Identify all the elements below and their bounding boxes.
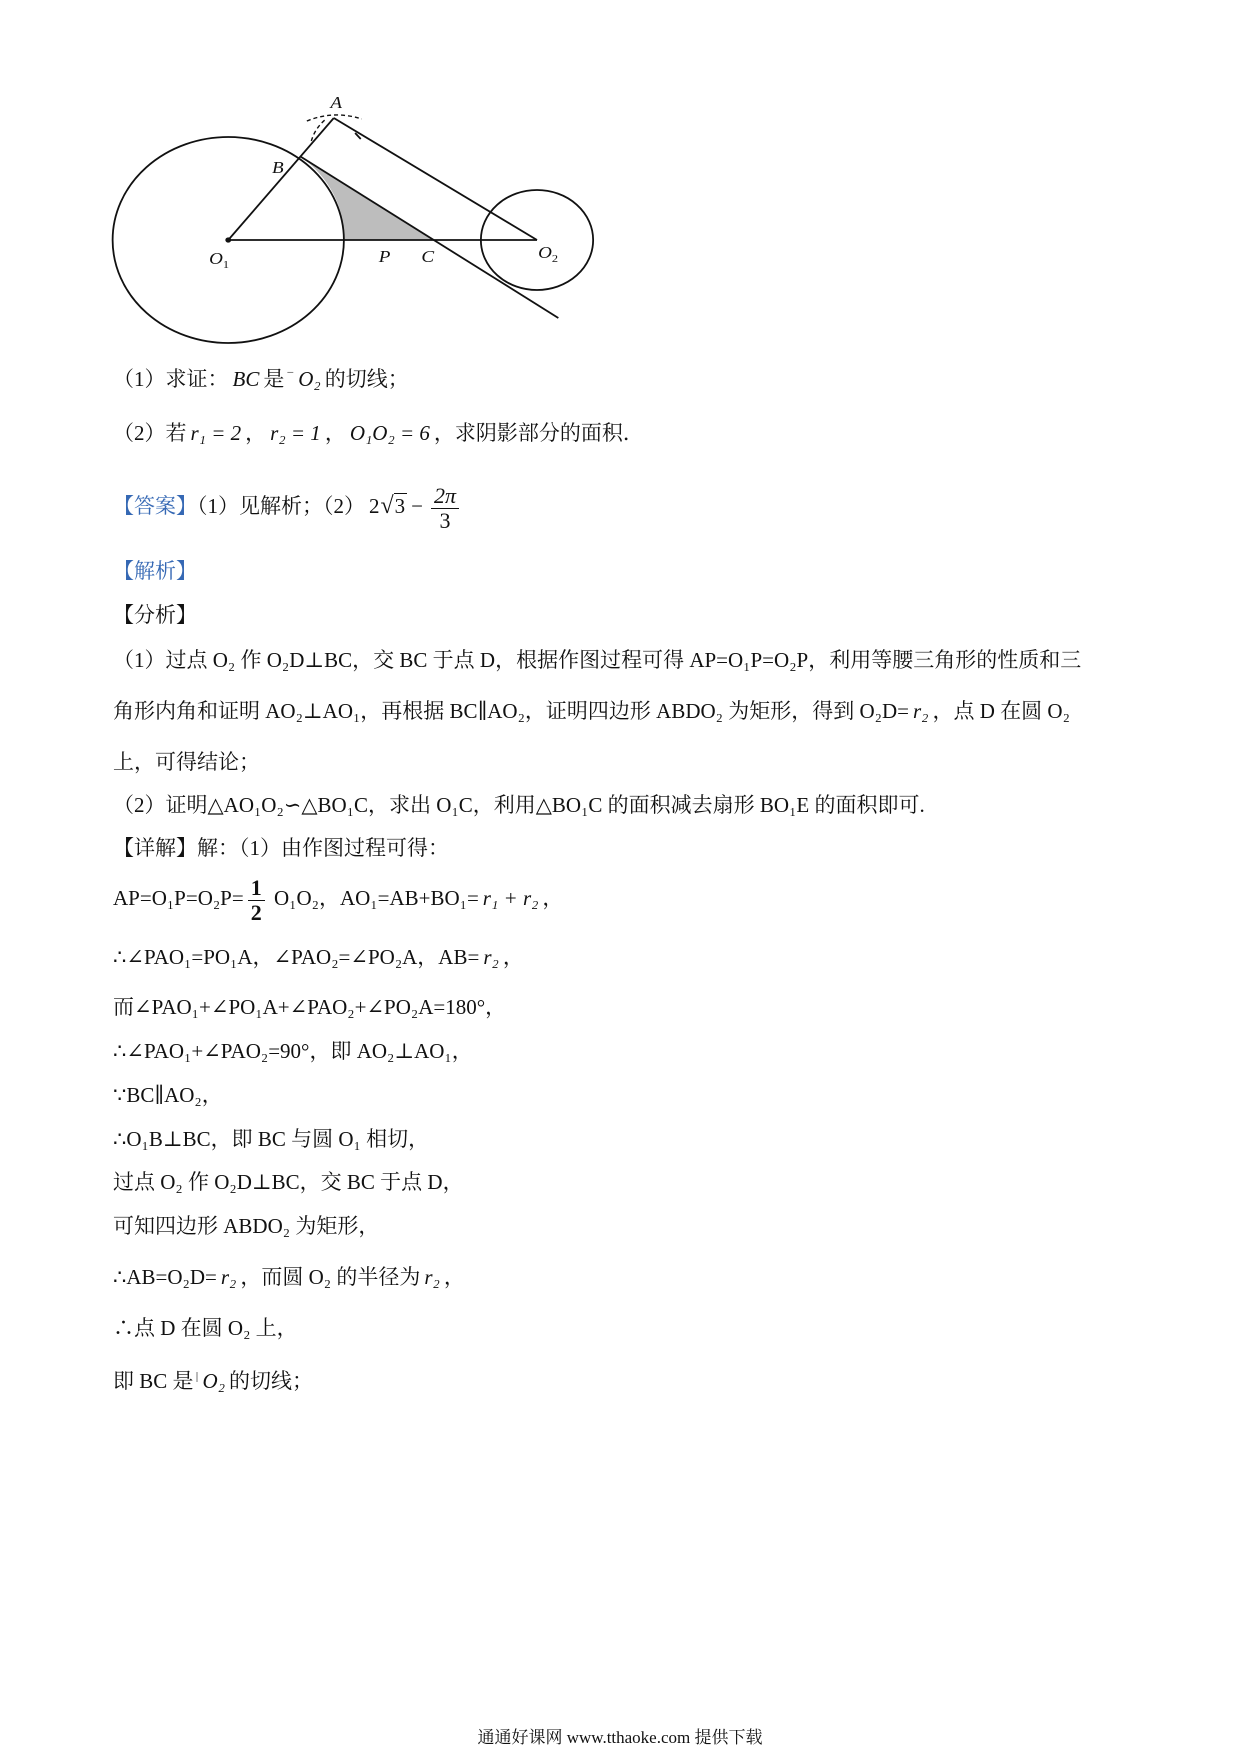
detail-step-2-math: r₂ — [483, 945, 499, 969]
detail-step-9-mid: ，而圆 O₂ 的半径为 — [240, 1265, 421, 1289]
answer-tag: 【答案】 — [113, 494, 197, 518]
detail-step-5 — [113, 1079, 223, 1111]
detail-step-1-math: r₁ + r₂ — [482, 886, 539, 910]
answer-coefficient: 2 — [369, 494, 380, 518]
analysis-line-2-r2: r₂ — [913, 699, 929, 723]
analysis-line-1-text: （1）过点 O₂ 作 O₂D⊥BC，交 BC 于点 D，根据作图过程可得 AP=O₁P=O₂P，利用等腰三角形的性质和三 — [113, 648, 1082, 672]
question-part2 — [113, 417, 644, 449]
sqrt-symbol: √ — [380, 493, 394, 519]
detail-step-7 — [113, 1166, 464, 1198]
question-part1-o2: O₂ — [298, 367, 321, 391]
detail-step-3 — [113, 991, 506, 1023]
detail-step-9-math-1: r₂ — [220, 1265, 237, 1289]
detail-step-11-math: O₂ — [202, 1369, 225, 1393]
segment-o1-a — [228, 118, 334, 240]
point-o1 — [225, 237, 231, 242]
detail-step-10-text: ∴点 D 在圆 O₂ 上， — [113, 1316, 298, 1340]
detail-step-7-text: 过点 O₂ 作 O₂D⊥BC，交 BC 于点 D， — [113, 1170, 464, 1194]
circle-symbol: ⁻ — [286, 368, 295, 384]
geometry-figure — [107, 90, 601, 350]
page-footer — [0, 1724, 1240, 1752]
label-b: B — [272, 157, 284, 177]
label-o1 — [209, 249, 229, 271]
analysis-line-1 — [113, 644, 1081, 676]
detail-step-1-fraction-denominator: 2 — [250, 899, 262, 925]
analysis-line-2 — [113, 695, 1070, 727]
detail-step-9-end: ， — [443, 1265, 465, 1289]
question-part2-r1: r₁ = 2 — [190, 421, 242, 445]
detail-step-1-fraction — [248, 876, 265, 925]
detail-step-1-start: AP=O₁P=O₂P= — [113, 886, 244, 910]
analysis-line-4-text: （2）证明△AO₁O₂∽△BO₁C，求出 O₁C，利用△BO₁C 的面积减去扇形 BO₁E 的面积即可. — [113, 793, 925, 817]
detail-step-2 — [113, 941, 524, 973]
answer-text: （1）见解析；（2） — [197, 494, 365, 518]
detail-heading — [113, 832, 449, 864]
detail-step-1 — [113, 872, 563, 924]
analysis-line-2-end: ，点 D 在圆 O₂ — [932, 699, 1070, 723]
detail-step-1-mid: O₁O₂，AO₁=AB+BO₁= — [268, 886, 479, 910]
question-part1-suffix: 的切线； — [324, 367, 409, 391]
detail-step-1-fraction-numerator: 1 — [248, 876, 265, 901]
detail-step-9-start: ∴AB=O₂D= — [113, 1265, 217, 1289]
question-part2-sep1: ， — [245, 421, 267, 445]
label-a: A — [330, 92, 343, 112]
circle-symbol: ǀ — [195, 1370, 199, 1386]
label-o2-letter: O — [538, 242, 552, 262]
question-part2-prefix: （2）若 — [113, 421, 187, 445]
footer-text: 通通好课网 www.tthaoke.com 提供下载 — [477, 1728, 763, 1747]
detail-tag: 【详解】 — [113, 836, 197, 860]
question-part2-o1o2: O₁O₂ = 6 — [349, 421, 430, 445]
answer-minus: − — [411, 494, 424, 518]
detail-step-8 — [113, 1210, 379, 1242]
analysis-heading — [113, 599, 197, 631]
question-part2-sep2: ， — [324, 421, 346, 445]
detail-step-11-end: 的切线； — [229, 1369, 313, 1393]
solution-heading — [113, 555, 197, 587]
line-bc — [301, 157, 558, 318]
detail-step-8-text: 可知四边形 ABDO₂ 为矩形， — [113, 1214, 380, 1238]
detail-step-1-end: ， — [542, 886, 564, 910]
detail-step-2-end: ， — [502, 945, 524, 969]
analysis-line-3 — [113, 746, 260, 778]
detail-step-10 — [113, 1312, 298, 1344]
detail-step-5-text: ∵BC∥AO₂， — [113, 1083, 223, 1107]
label-o1-sub: 1 — [222, 258, 230, 271]
solution-tag: 【解析】 — [113, 559, 197, 583]
detail-intro: 解：（1）由作图过程可得： — [197, 836, 449, 860]
answer-line — [113, 480, 463, 532]
detail-step-3-text: 而∠PAO₁+∠PO₁A+∠PAO₂+∠PO₂A=180°， — [113, 995, 507, 1019]
analysis-line-4 — [113, 789, 925, 821]
answer-fraction-numerator: 2π — [431, 484, 459, 509]
detail-step-4 — [113, 1035, 473, 1067]
detail-step-2-start: ∴∠PAO₁=PO₁A，∠PAO₂=∠PO₂A，AB= — [113, 945, 480, 969]
detail-step-9 — [113, 1261, 465, 1293]
answer-fraction — [431, 484, 459, 533]
detail-step-9-math-2: r₂ — [424, 1265, 440, 1289]
question-part1-prefix: （1）求证： — [113, 367, 229, 391]
label-o2 — [538, 243, 558, 265]
question-part1-is: 是 — [263, 367, 285, 391]
detail-step-11 — [113, 1362, 313, 1394]
detail-step-6-text: ∴O₁B⊥BC，即 BC 与圆 O₁ 相切， — [113, 1127, 430, 1151]
detail-step-6 — [113, 1123, 429, 1155]
question-part2-suffix: ，求阴影部分的面积． — [433, 421, 644, 445]
question-part1 — [113, 360, 409, 392]
question-part2-r2: r₂ = 1 — [270, 421, 321, 445]
analysis-line-2-start: 角形内角和证明 AO₂⊥AO₁，再根据 BC∥AO₂，证明四边形 ABDO₂ 为矩形，得到 O₂D= — [113, 699, 909, 723]
label-c: C — [421, 246, 435, 266]
label-o1-letter: O — [209, 248, 223, 268]
answer-fraction-denominator: 3 — [439, 507, 451, 533]
detail-step-11-start: 即 BC 是 — [113, 1369, 194, 1393]
label-o2-sub: 2 — [551, 252, 559, 265]
answer-radicand: 3 — [394, 494, 406, 518]
label-p: P — [378, 246, 391, 266]
analysis-tag: 【分析】 — [113, 603, 197, 627]
analysis-line-3-text: 上，可得结论； — [113, 750, 260, 774]
detail-step-4-text: ∴∠PAO₁+∠PAO₂=90°，即 AO₂⊥AO₁， — [113, 1039, 473, 1063]
question-part1-bc: BC — [232, 367, 260, 391]
